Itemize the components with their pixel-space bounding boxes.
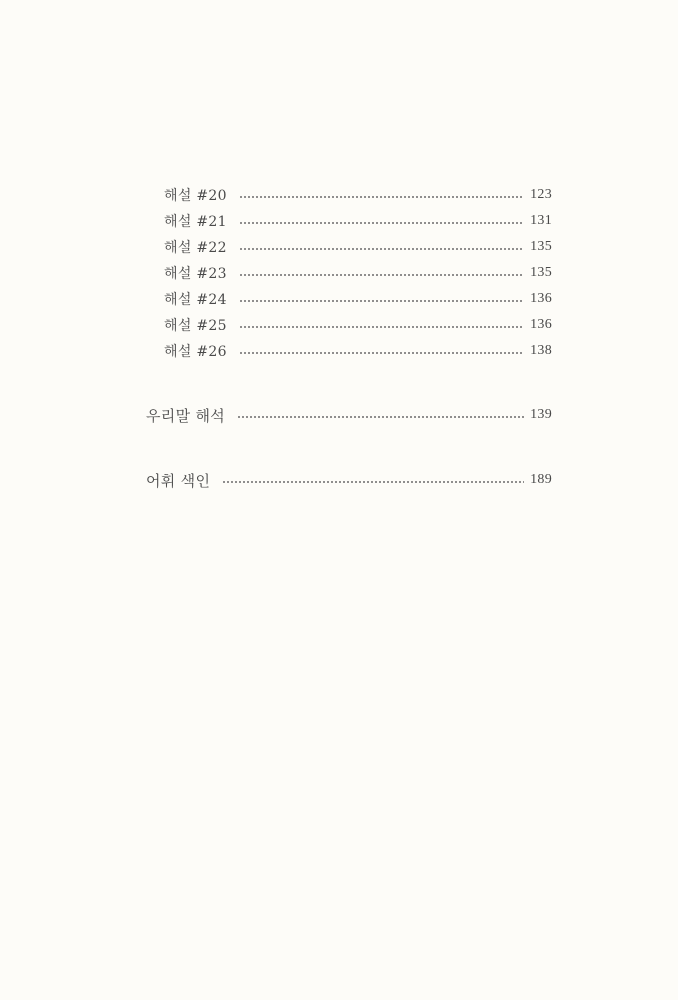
dot-leader xyxy=(239,211,524,231)
toc-entry-commentary-24 xyxy=(164,289,552,309)
toc-entry-page: 138 xyxy=(530,343,552,358)
toc-entry-commentary-23 xyxy=(164,263,552,283)
toc-entry-page: 136 xyxy=(530,291,552,306)
toc-entry-title: 해설 #24 xyxy=(164,292,227,308)
toc-entry-title: 해설 #22 xyxy=(164,240,227,256)
toc-entry-title: 어휘 색인 xyxy=(146,471,211,490)
toc-entry-commentary-22 xyxy=(164,237,552,257)
toc-entry-title: 해설 #23 xyxy=(164,266,227,282)
toc-entry-commentary-26 xyxy=(164,341,552,361)
toc-entry-page: 189 xyxy=(530,472,552,487)
dot-leader xyxy=(239,341,524,361)
toc-entry-vocabulary-index xyxy=(146,470,552,490)
toc-entry-commentary-20 xyxy=(164,185,552,205)
toc-entry-commentary-21 xyxy=(164,211,552,231)
toc-entry-page: 123 xyxy=(530,187,552,202)
dot-leader xyxy=(239,315,524,335)
dot-leader xyxy=(237,405,524,425)
dot-leader xyxy=(239,289,524,309)
toc-entry-commentary-25 xyxy=(164,315,552,335)
dot-leader xyxy=(239,237,524,257)
toc-entry-page: 131 xyxy=(530,213,552,228)
toc-entry-page: 135 xyxy=(530,265,552,280)
dot-leader xyxy=(239,263,524,283)
toc-entry-title: 해설 #25 xyxy=(164,318,227,334)
toc-entry-korean-translation xyxy=(146,405,552,425)
toc-entry-title: 해설 #21 xyxy=(164,214,227,230)
toc-entry-title: 해설 #26 xyxy=(164,344,227,360)
dot-leader xyxy=(222,470,524,490)
toc-entry-page: 139 xyxy=(530,407,552,422)
toc-entry-page: 135 xyxy=(530,239,552,254)
toc-entry-title: 해설 #20 xyxy=(164,188,227,204)
dot-leader xyxy=(239,185,524,205)
toc-entry-title: 우리말 해석 xyxy=(146,406,226,425)
toc-entry-page: 136 xyxy=(530,317,552,332)
